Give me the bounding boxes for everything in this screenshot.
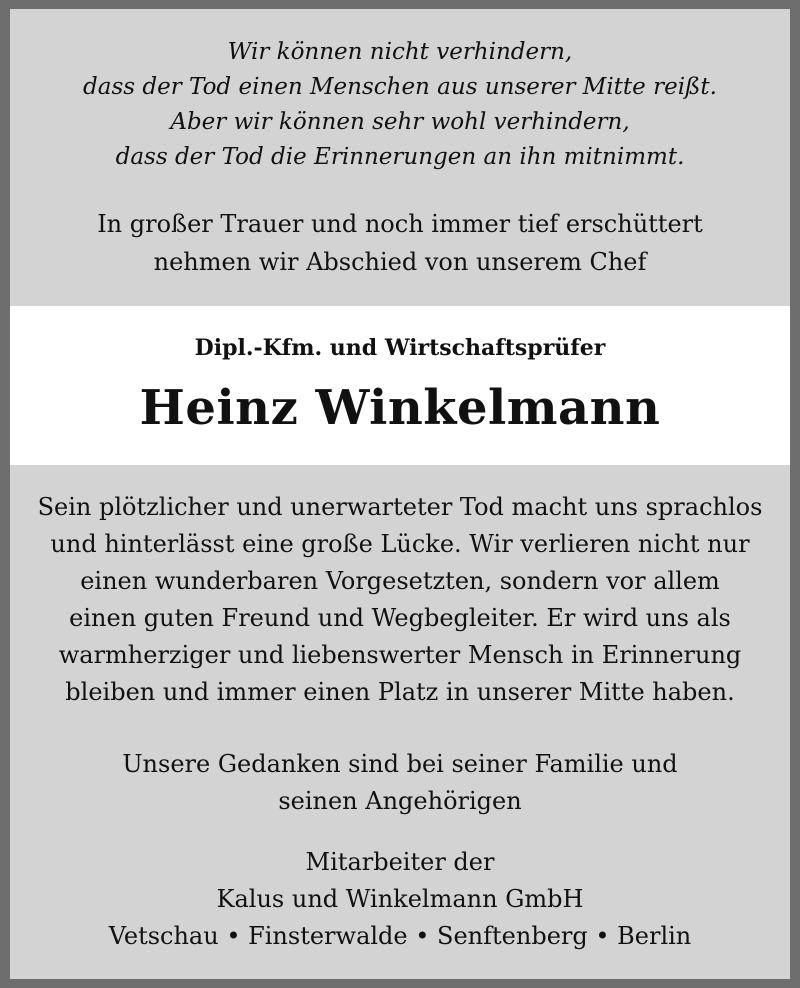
tribute-line: Sein plötzlicher und unerwarteter Tod macht uns sprachlos — [37, 493, 763, 521]
intro-line: In großer Trauer und noch immer tief erschüttert — [97, 210, 703, 238]
condolence-line: seinen Angehörigen — [278, 787, 522, 815]
quote-line: dass der Tod die Erinnerungen an ihn mitnimmt. — [115, 144, 685, 170]
tribute-line: einen guten Freund und Wegbegleiter. Er wird uns als — [69, 604, 731, 632]
intro-text — [10, 205, 790, 281]
name-band — [10, 306, 790, 465]
tribute-text — [10, 489, 790, 711]
deceased-title: Dipl.-Kfm. und Wirtschaftsprüfer — [194, 335, 606, 361]
memorial-quote — [10, 35, 790, 175]
obituary-notice — [10, 9, 790, 979]
signature-line: Mitarbeiter der — [305, 848, 495, 876]
deceased-name: Heinz Winkelmann — [139, 380, 661, 436]
tribute-line: und hinterlässt eine große Lücke. Wir verlieren nicht nur — [50, 530, 750, 558]
condolence-text — [10, 746, 790, 820]
condolence-line: Unsere Gedanken sind bei seiner Familie und — [122, 750, 678, 778]
tribute-line: bleiben und immer einen Platz in unserer Mitte haben. — [65, 678, 735, 706]
quote-line: dass der Tod einen Menschen aus unserer Mitte reißt. — [83, 74, 717, 100]
signature-block — [10, 844, 790, 955]
company-name: Kalus und Winkelmann GmbH — [216, 885, 584, 913]
intro-line: nehmen wir Abschied von unserem Chef — [153, 248, 647, 276]
company-locations: Vetschau • Finsterwalde • Senftenberg • Berlin — [108, 922, 692, 950]
top-section — [10, 9, 790, 304]
tribute-line: warmherziger und liebenswerter Mensch in Erinnerung — [58, 641, 742, 669]
quote-line: Aber wir können sehr wohl verhindern, — [170, 109, 630, 135]
quote-line: Wir können nicht verhindern, — [227, 39, 573, 65]
tribute-line: einen wunderbaren Vorgesetzten, sondern vor allem — [80, 567, 720, 595]
